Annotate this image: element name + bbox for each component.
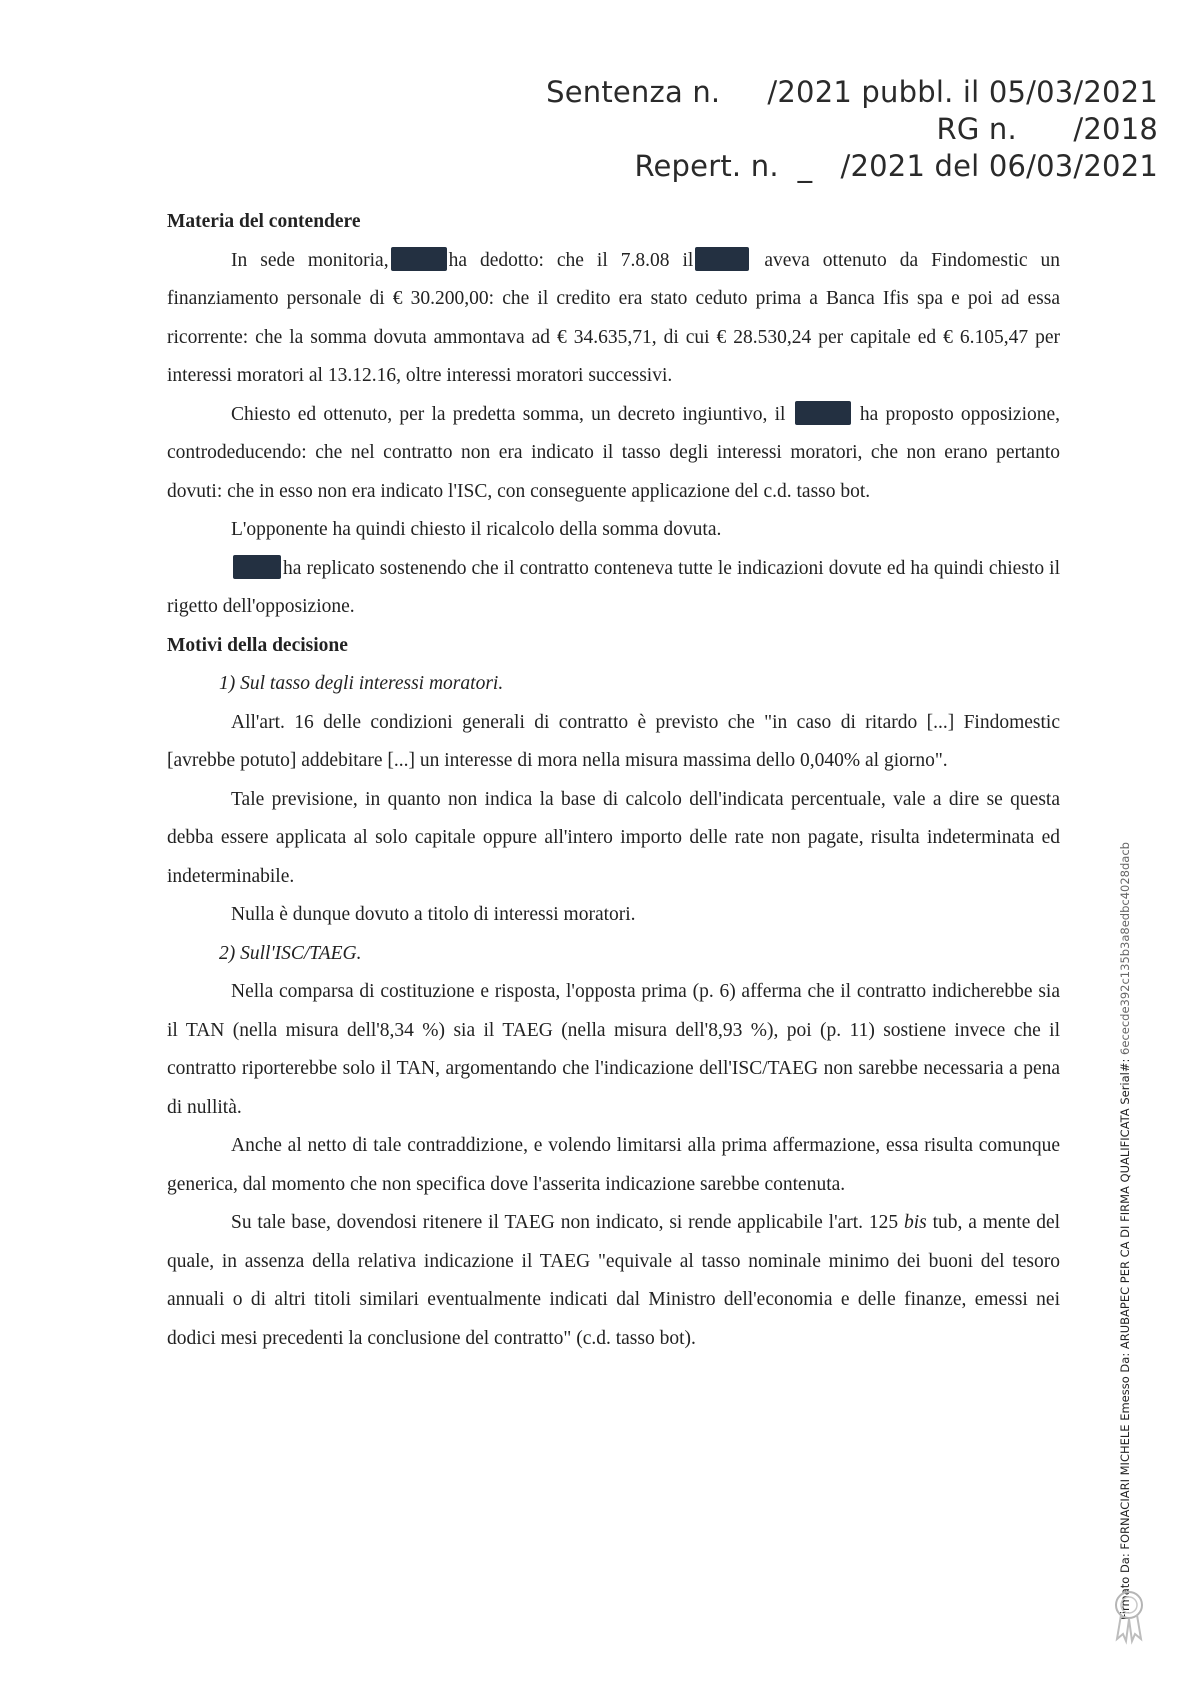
paragraph-2 — [167, 396, 1060, 512]
subsection-title-1: 1) Sul tasso degli interessi moratori. — [219, 673, 504, 694]
paragraph-text: Chiesto ed ottenuto, per la predetta somma, un decreto ingiuntivo, il — [231, 403, 786, 425]
redaction-block — [795, 401, 851, 425]
section-title-motivi: Motivi della decisione — [167, 634, 348, 656]
signature-text: Firmato Da: FORNACIARI MICHELE Emesso Da: ARUBAPEC PER CA DI FIRMA QUALIFICATA Serial#: — [1118, 1058, 1132, 1620]
paragraph-5: All'art. 16 delle condizioni generali di contratto è previsto che "in caso di ritardo [...] Findomestic [avrebbe potuto] addebitare [...] un interesse di mora nella misura massima dello 0,040% al giorno". — [167, 711, 1060, 771]
paragraph-6: Tale previsione, in quanto non indica la base di calcolo dell'indicata percentuale, vale a dire se questa debba essere applicata al solo capitale oppure all'intero importo delle rate non pagate, risulta indeterminata ed indeterminabile. — [167, 788, 1060, 887]
paragraph-text: ha dedotto: che il 7.8.08 il — [448, 249, 694, 271]
seal-icon — [1108, 1585, 1150, 1645]
digital-signature-stamp — [1118, 842, 1132, 1620]
paragraph-8: Nella comparsa di costituzione e risposta, l'opposta prima (p. 6) afferma che il contratto indicherebbe sia il TAN (nella misura dell'8,34 %) sia il TAEG (nella misura dell'8,93 %), poi (p. 11) sostiene invece che il contratto riporterebbe solo il TAN, argomentando che l'indicazione dell'ISC/TAEG non sarebbe necessaria a pena di nullità. — [167, 981, 1060, 1118]
paragraph-9: Anche al netto di tale contraddizione, e volendo limitarsi alla prima affermazione, essa risulta comunque generica, dal momento che non specifica dove l'asserita indicazione sarebbe contenuta. — [167, 1135, 1060, 1195]
paragraph-1 — [167, 242, 1060, 396]
document-body — [167, 203, 1060, 1358]
signature-serial: 6ececde392c135b3a8edbc4028dacb — [1118, 842, 1132, 1055]
paragraph-text: ha proposto opposizione, controdeducendo: che nel contratto non era indicato il tasso degli interessi moratori, che non erano pertanto dovuti: che in esso non era indicato l'ISC, con conseguente applicazione del c.d. tasso bot. — [167, 403, 1061, 502]
redaction-block — [233, 555, 281, 579]
paragraph-10 — [167, 1204, 1060, 1358]
paragraph-text: tub, a mente del quale, in assenza della relativa indicazione il TAEG "equivale al tasso nominale minimo dei buoni del tesoro annuali o di altri titoli similari eventualmente indicati dal Ministro dell'economia e delle finanze, emessi nei dodici mesi precedenti la conclusione del contratto" (c.d. tasso bot). — [167, 1212, 1061, 1349]
paragraph-4 — [167, 550, 1060, 627]
subsection-title-2: 2) Sull'ISC/TAEG. — [219, 942, 362, 964]
paragraph-text: aveva ottenuto da Findomestic un finanziamento personale di € 30.200,00: che il credito era stato ceduto prima a Banca Ifis spa e poi ad essa ricorrente: che la somma dovuta ammontava ad € 34.635,71, di cui € 28.530,24 per capitale ed € 6.105,47 per interessi moratori al 13.12.16, oltre interessi moratori successivi. — [167, 249, 1061, 386]
paragraph-text: Su tale base, dovendosi ritenere il TAEG non indicato, si rende applicabile l'art. 125 — [231, 1212, 899, 1233]
paragraph-text-italic: bis — [903, 1212, 927, 1233]
paragraph-text: ha replicato sostenendo che il contratto conteneva tutte le indicazioni dovute ed ha quindi chiesto il rigetto dell'opposizione. — [167, 557, 1060, 617]
sentence-number-line: Sentenza n. /2021 pubbl. il 05/03/2021 — [546, 75, 1158, 109]
paragraph-7: Nulla è dunque dovuto a titolo di interessi moratori. — [231, 904, 636, 925]
repertorio-line: Repert. n. _ /2021 del 06/03/2021 — [634, 149, 1158, 183]
section-title-materia: Materia del contendere — [167, 211, 361, 232]
redaction-block — [391, 247, 447, 271]
sentence-header — [546, 74, 1158, 185]
rg-number-line: RG n. /2018 — [936, 112, 1158, 146]
redaction-block — [695, 247, 749, 271]
paragraph-text: In sede monitoria, — [231, 249, 389, 271]
paragraph-3: L'opponente ha quindi chiesto il ricalcolo della somma dovuta. — [231, 519, 722, 540]
